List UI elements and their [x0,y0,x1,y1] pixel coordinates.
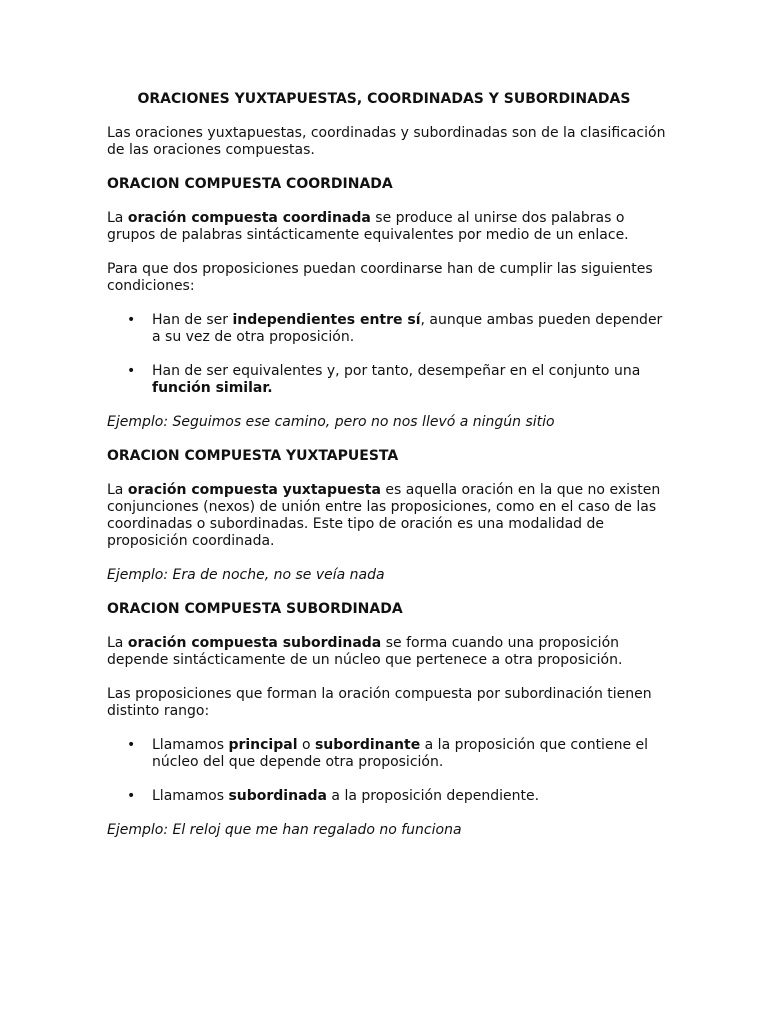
text-segment: a la proposición que contiene el núcleo del que depende otra proposición. [152,737,649,770]
bullet-icon: • [127,312,136,328]
document-content [107,91,667,856]
bold-term: oración compuesta coordinada [127,210,371,226]
bold-term: independientes entre sí [232,312,421,328]
bold-term: subordinante [314,737,421,753]
list-item [107,312,667,346]
text-segment: , aunque ambas pueden depender a su vez de otra proposición. [152,312,663,345]
document-title: ORACIONES YUXTAPUESTAS, COORDINADAS Y SUBORDINADAS [137,91,631,107]
coordinada-definition [107,210,667,244]
text-segment: Han de ser equivalentes y, por tanto, desempeñar en el conjunto una [152,363,641,379]
text-segment: es aquella oración en la que no existen conjunciones (nexos) de unión entre las proposiciones, como en el caso de las coordinadas o subordinadas. Este tipo de oración es una modalidad de proposición coordinada. [107,482,661,549]
list-item [107,363,667,397]
section-heading-yuxtapuesta: ORACION COMPUESTA YUXTAPUESTA [107,448,399,464]
bullet-icon: • [127,788,136,804]
bullet-icon: • [127,363,136,379]
list-item [107,788,667,805]
section-heading-coordinada: ORACION COMPUESTA COORDINADA [107,176,393,192]
coordinada-conditions-intro: Para que dos proposiciones puedan coordinarse han de cumplir las siguientes condiciones: [107,261,653,294]
bullet-icon: • [127,737,136,753]
bold-term: función similar. [152,380,273,396]
text-segment: a la proposición dependiente. [326,788,540,804]
text-segment: se forma cuando una proposición depende sintácticamente de un núcleo que pertenece a otra proposición. [107,635,623,668]
subordinada-rank-intro: Las proposiciones que forman la oración compuesta por subordinación tienen distinto rango: [107,686,652,719]
section-heading-subordinada: ORACION COMPUESTA SUBORDINADA [107,601,403,617]
subordinada-rank-list [107,737,667,805]
coordinada-example: Ejemplo: Seguimos ese camino, pero no nos llevó a ningún sitio [107,414,555,430]
text-segment: Llamamos [152,788,229,804]
coordinada-conditions-list [107,312,667,397]
text-segment: Llamamos [152,737,229,753]
text-segment: La [107,210,128,226]
subordinada-example: Ejemplo: El reloj que me han regalado no funciona [107,822,462,838]
text-segment: Han de ser [152,312,233,328]
yuxtapuesta-example: Ejemplo: Era de noche, no se veía nada [107,567,385,583]
bold-term: oración compuesta yuxtapuesta [127,482,381,498]
bold-term: subordinada [228,788,327,804]
bold-term: principal [228,737,298,753]
subordinada-definition [107,635,667,669]
bold-term: oración compuesta subordinada [127,635,382,651]
yuxtapuesta-definition [107,482,667,550]
intro-paragraph: Las oraciones yuxtapuestas, coordinadas y subordinadas son de la clasificación de las oraciones compuestas. [107,125,666,158]
list-item [107,737,667,771]
text-segment: se produce al unirse dos palabras o grupos de palabras sintácticamente equivalentes por medio de un enlace. [107,210,629,243]
text-segment: La [107,635,128,651]
text-segment: o [297,737,315,753]
text-segment: La [107,482,128,498]
